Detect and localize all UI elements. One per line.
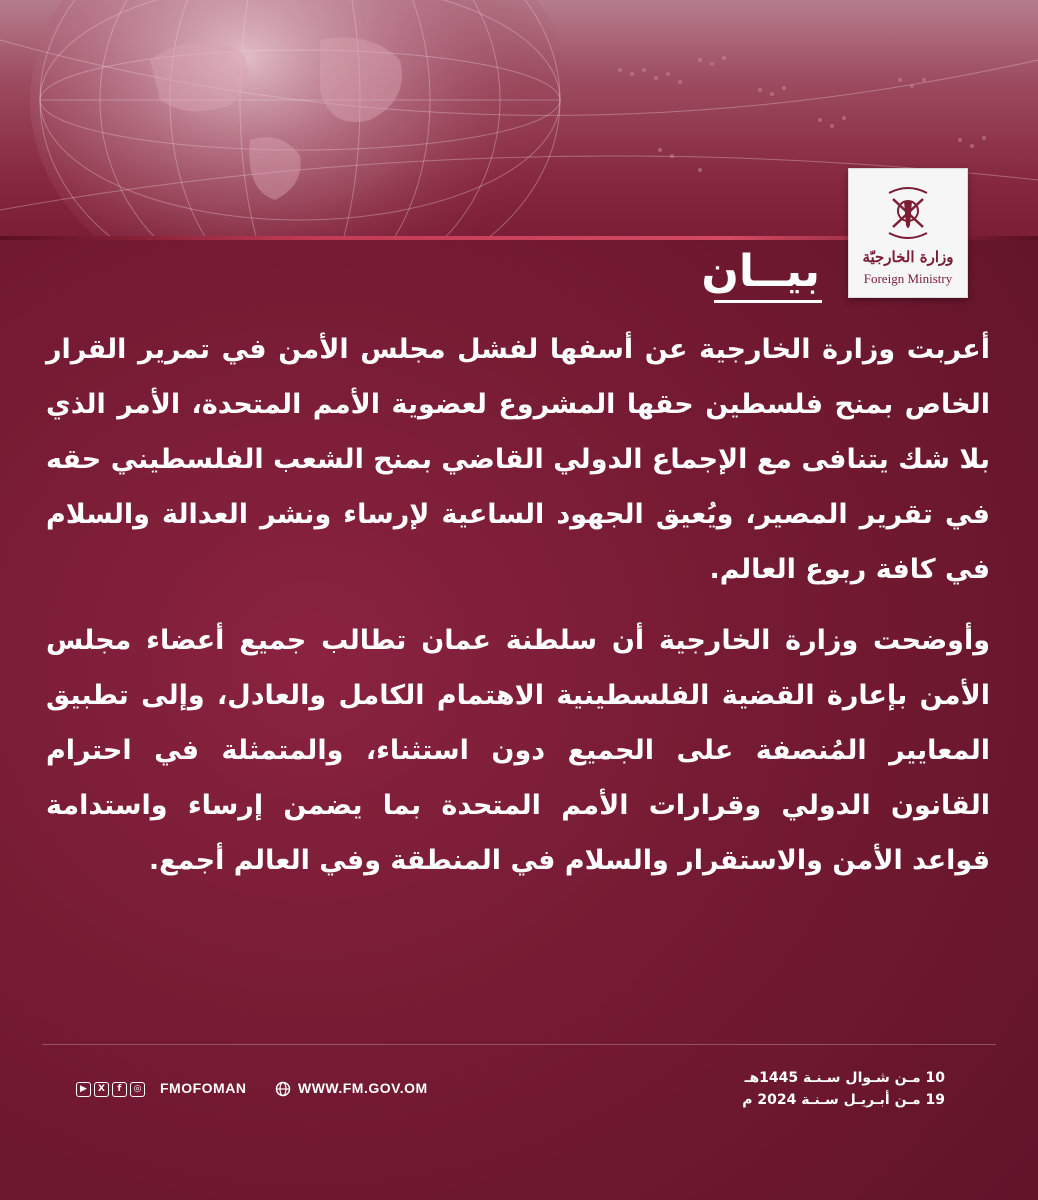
date-gregorian: 19 مـن أبـريـل سـنـة 2024 م: [742, 1092, 945, 1108]
ministry-arabic-name: وزارة الخارجيّة: [862, 248, 954, 266]
website-link[interactable]: WWW.FM.GOV.OM: [298, 1080, 428, 1096]
oman-emblem-icon: [883, 185, 933, 243]
globe-icon: [275, 1081, 291, 1097]
x-icon[interactable]: X: [94, 1082, 109, 1097]
facebook-icon[interactable]: f: [112, 1082, 127, 1097]
statement-body: [46, 322, 990, 904]
social-icons: [76, 1082, 145, 1097]
body-paragraph-1: أعربت وزارة الخارجية عن أسفها لفشل مجلس الأمن في تمرير القرار الخاص بمنح فلسطين حقها المشروع لعضوية الأمم المتحدة، الأمر الذي بلا شك يتنافى مع الإجماع الدولي القاضي بمنح الشعب الفلسطيني حقه في تقرير المصير، ويُعيق الجهود الساعية لإرساء ونشر العدالة والسلام في كافة ربوع العالم.: [46, 334, 990, 585]
title-underline: [714, 300, 822, 303]
ministry-logo: [848, 168, 968, 298]
body-paragraph-2: وأوضحت وزارة الخارجية أن سلطنة عمان تطالب جميع أعضاء مجلس الأمن بإعارة القضية الفلسطينية الاهتمام الكامل والعادل، وإلى تطبيق المعايير المُنصفة على الجميع دون استثناء، والمتمثلة في احترام القانون الدولي وقرارات الأمم المتحدة بما يضمن إرساء واستدامة قواعد الأمن والاستقرار والسلام في المنطقة وفي العالم أجمع.: [46, 625, 990, 876]
ministry-english-name: Foreign Ministry: [863, 271, 953, 286]
footer-divider: [42, 1044, 996, 1045]
youtube-icon[interactable]: ▶: [76, 1082, 91, 1097]
statement-title: بيــان: [701, 246, 820, 297]
instagram-icon[interactable]: ◎: [130, 1082, 145, 1097]
date-hijri: 10 مـن شـوال سـنـة 1445هـ: [744, 1070, 945, 1086]
social-handle[interactable]: FMOFOMAN: [160, 1080, 247, 1096]
